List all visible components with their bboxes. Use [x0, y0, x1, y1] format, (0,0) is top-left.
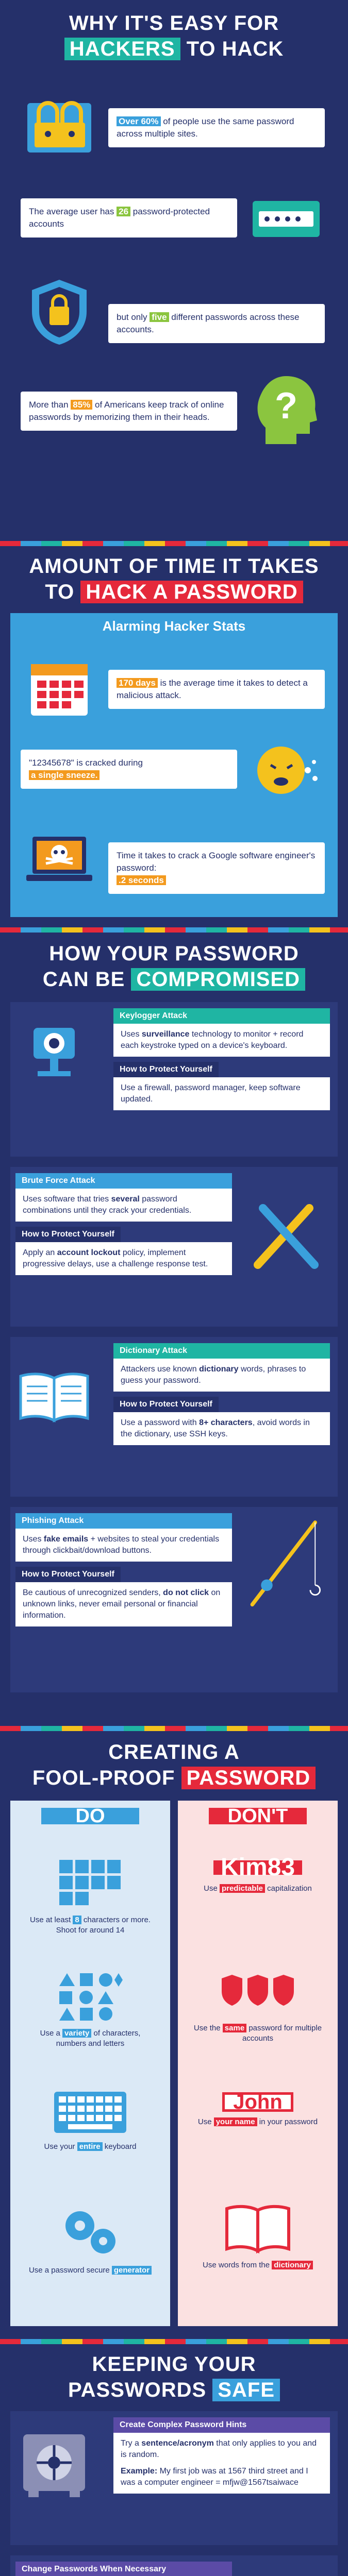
section-title: AMOUNT OF TIME IT TAKES TO HACK A PASSWORD — [29, 555, 319, 603]
dictionary-block — [10, 1337, 338, 1497]
keyboard-icon — [52, 2089, 129, 2136]
attack-description: Attackers use known dictionary words, phrases to guess your password. — [113, 1359, 330, 1392]
tip-change-passwords — [10, 2555, 338, 2576]
attack-title: Phishing Attack — [15, 1513, 232, 1529]
section-title: WHY IT'S EASY FOR HACKERS TO HACK — [0, 11, 348, 61]
grid-icon — [57, 1857, 124, 1909]
section-compromised — [0, 933, 348, 1726]
section-time-to-hack — [0, 546, 348, 927]
stat-card: The average user has 26 password-protected accounts — [21, 198, 237, 238]
divider-stripe — [0, 2339, 348, 2344]
kim83-example: Kim83 — [213, 1860, 302, 1875]
attack-description: Uses software that tries several password combinations until they crack your credentials. — [15, 1189, 232, 1222]
title-highlight: SAFE — [212, 2379, 280, 2401]
calendar-icon — [21, 654, 98, 721]
open-book-icon — [15, 1363, 93, 1430]
padlocks-icon — [21, 88, 98, 155]
tip-complex-hints: Create Complex Password Hints Try a sentence/acronym that only applies to you and is random. Example: My first job was at 1567 third street and I was a computer engineer = mfjw@1567tsaiwace — [10, 2411, 338, 2545]
do-item: Use a password secure generator — [10, 2202, 170, 2279]
shields-icon — [219, 1971, 296, 2017]
protect-label: How to Protect Yourself — [113, 1397, 219, 1412]
question-head-icon — [247, 376, 325, 443]
brute-force-block — [10, 1167, 338, 1327]
protect-text: Use a password with 8+ characters, avoid words in the dictionary, use SSH keys. — [113, 1412, 330, 1445]
dont-item: Kim83 Use predictable capitalization — [204, 1854, 312, 1893]
do-item: Use at least 8 characters or more. Shoot for around 14 — [10, 1857, 170, 1939]
phishing-block — [10, 1507, 338, 1692]
protect-text: Be cautious of unrecognized senders, do not click on unknown links, never email personal or financial information. — [15, 1582, 232, 1626]
section-title: HOW YOUR PASSWORD CAN BE COMPROMISED — [0, 942, 348, 991]
svg-text:?: ? — [275, 385, 297, 427]
attack-description: Uses fake emails + websites to steal your credentials through clickbait/download buttons. — [15, 1529, 232, 1562]
section-keeping-safe — [0, 2344, 348, 2576]
vault-icon — [15, 2432, 93, 2499]
tip-title: Change Passwords When Necessary — [15, 2562, 232, 2576]
title-highlight: COMPROMISED — [131, 968, 305, 991]
dont-label: DON'T — [209, 1808, 307, 1824]
protect-text: Use a firewall, password manager, keep software updated. — [113, 1077, 330, 1110]
do-column — [10, 1801, 170, 2326]
divider-stripe — [0, 927, 348, 933]
crossed-bats-icon — [247, 1203, 325, 1270]
dont-item: Use words from the dictionary — [178, 2202, 338, 2274]
john-example: John — [222, 2092, 293, 2112]
tip-title: Create Complex Password Hints — [113, 2417, 330, 2433]
stat-card: but only five different passwords across these accounts. — [108, 304, 325, 343]
shapes-icon — [57, 1971, 124, 2022]
title-highlight: HACKERS — [64, 38, 180, 60]
divider-stripe — [0, 541, 348, 546]
do-item: Use a variety of characters, numbers and letters — [10, 1971, 170, 2052]
dont-column — [178, 1801, 338, 2326]
dont-item: Use the same password for multiple accounts — [178, 1971, 338, 2047]
protect-label: How to Protect Yourself — [113, 1062, 219, 1077]
stat-card: "12345678" is cracked during a single sneeze. — [21, 750, 237, 789]
webcam-icon — [15, 1018, 93, 1084]
attack-description: Uses surveillance technology to monitor + record each keystroke typed on a device's keyboard. — [113, 1024, 330, 1057]
dont-item: John Use your name in your password — [197, 2091, 318, 2126]
protect-label: How to Protect Yourself — [15, 1227, 121, 1242]
stat-card: Time it takes to crack a Google software engineer's password: .2 seconds — [108, 842, 325, 894]
section-fool-proof — [0, 1731, 348, 2339]
stat-card: 170 days is the average time it takes to detect a malicious attack. — [108, 670, 325, 709]
do-label: DO — [41, 1808, 139, 1824]
section-why-easy — [0, 0, 348, 541]
title-highlight: HACK A PASSWORD — [80, 581, 303, 603]
divider-stripe — [0, 1726, 348, 1731]
stat-card: More than 85% of Americans keep track of online passwords by memorizing them in their heads. — [21, 392, 237, 431]
section-title: CREATING A FOOL-PROOF PASSWORD — [0, 1740, 348, 1790]
password-field-icon — [247, 185, 325, 252]
shield-icon — [21, 278, 98, 345]
attack-title: Dictionary Attack — [113, 1343, 330, 1359]
gears-icon — [57, 2202, 124, 2259]
skull-laptop-icon — [21, 827, 98, 894]
section-title: KEEPING YOUR PASSWORDS SAFE — [0, 2352, 348, 2402]
sneeze-face-icon — [247, 737, 325, 804]
fishing-rod-icon — [247, 1528, 325, 1595]
attack-title: Keylogger Attack — [113, 1008, 330, 1024]
do-item: Use your entire keyboard — [10, 2089, 170, 2155]
attack-title: Brute Force Attack — [15, 1173, 232, 1189]
keylogger-block — [10, 1002, 338, 1157]
title-highlight: PASSWORD — [181, 1767, 316, 1789]
book-icon — [222, 2202, 294, 2254]
protect-label: How to Protect Yourself — [15, 1567, 121, 1582]
stat-card: Over 60% of people use the same password across multiple sites. — [108, 108, 325, 147]
protect-text: Apply an account lockout policy, implement progressive delays, use a challenge response test. — [15, 1242, 232, 1275]
panel-title: Alarming Hacker Stats — [10, 613, 338, 639]
